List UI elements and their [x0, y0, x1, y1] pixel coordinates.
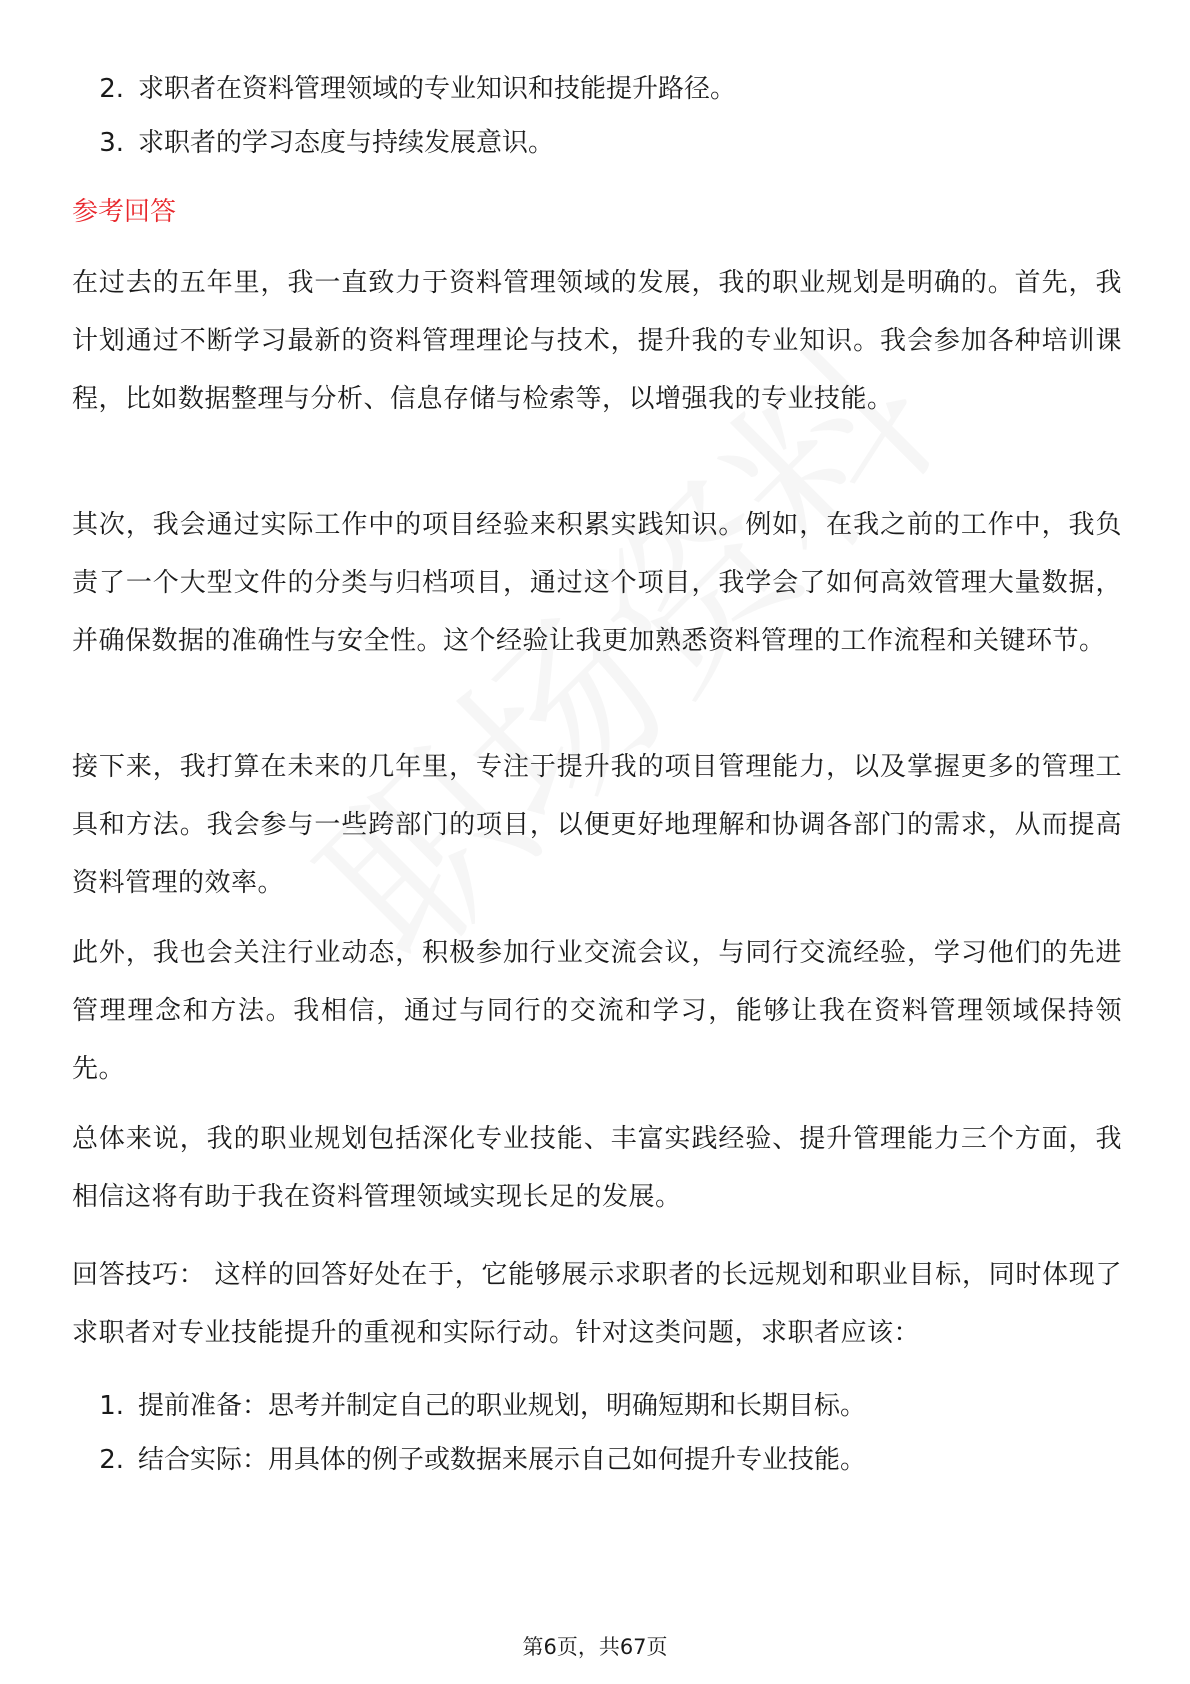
list-item — [72, 1386, 866, 1426]
list-item-text: 结合实际：用具体的例子或数据来展示自己如何提升专业技能。 — [138, 1445, 867, 1475]
paragraph: 在过去的五年里，我一直致力于资料管理领域的发展，我的职业规划是明确的。首先，我计划通过不断学习最新的资料管理理论与技术，提升我的专业知识。我会参加各种培训课程，比如数据整理与分析、信息存储与检索等，以增强我的专业技能。 — [72, 268, 1122, 414]
paragraph: 此外，我也会关注行业动态，积极参加行业交流会议，与同行交流经验，学习他们的先进管理理念和方法。我相信，通过与同行的交流和学习，能够让我在资料管理领域保持领先。 — [72, 938, 1122, 1084]
list-item — [72, 69, 736, 109]
list-item-number: 1. — [99, 1391, 124, 1421]
paragraph: 接下来，我打算在未来的几年里，专注于提升我的项目管理能力，以及掌握更多的管理工具和方法。我会参与一些跨部门的项目，以便更好地理解和协调各部门的需求，从而提高资料管理的效率。 — [72, 752, 1122, 898]
list-item — [72, 1440, 866, 1480]
list-item — [72, 123, 554, 163]
list-item-number: 2. — [99, 74, 124, 104]
list-item-number: 2. — [99, 1445, 124, 1475]
list-item-text: 求职者的学习态度与持续发展意识。 — [138, 128, 555, 158]
paragraph: 回答技巧： 这样的回答好处在于，它能够展示求职者的长远规划和职业目标，同时体现了求职者对专业技能提升的重视和实际行动。针对这类问题，求职者应该： — [72, 1260, 1122, 1348]
paragraph: 总体来说，我的职业规划包括深化专业技能、丰富实践经验、提升管理能力三个方面，我相信这将有助于我在资料管理领域实现长足的发展。 — [72, 1124, 1122, 1212]
list-item-text: 求职者在资料管理领域的专业知识和技能提升路径。 — [138, 74, 737, 104]
paragraph: 其次，我会通过实际工作中的项目经验来积累实践知识。例如，在我之前的工作中，我负责了一个大型文件的分类与归档项目，通过这个项目，我学会了如何高效管理大量数据，并确保数据的准确性与安全性。这个经验让我更加熟悉资料管理的工作流程和关键环节。 — [72, 510, 1122, 656]
list-item-number: 3. — [99, 128, 124, 158]
section-heading: 参考回答 — [72, 197, 177, 227]
page-footer: 第6页，共67页 — [522, 1635, 668, 1659]
list-item-text: 提前准备：思考并制定自己的职业规划，明确短期和长期目标。 — [138, 1391, 867, 1421]
